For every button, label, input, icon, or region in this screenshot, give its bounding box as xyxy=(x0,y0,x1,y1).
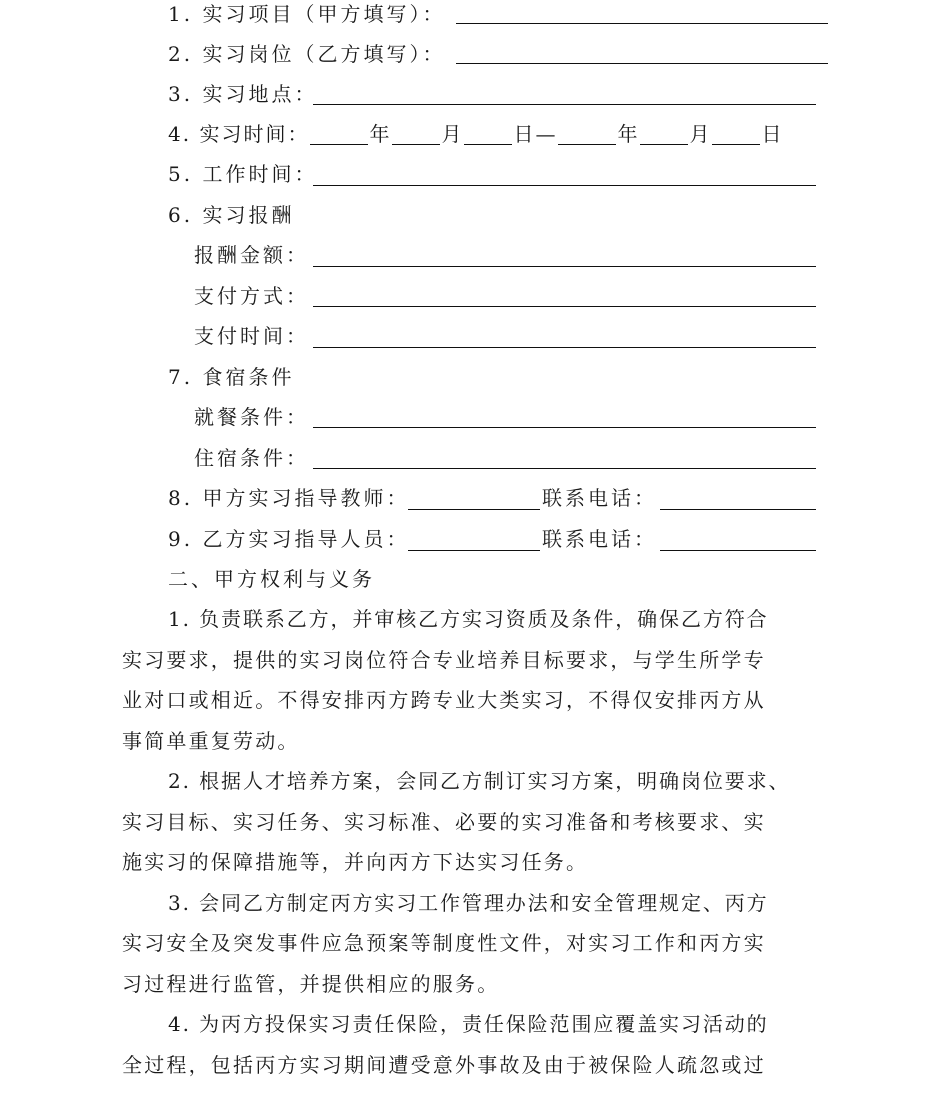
end-day-input[interactable] xyxy=(712,122,760,145)
field-supervisor-phone-label: 联系电话： xyxy=(542,527,657,551)
field-pay-title: 6. 实习报酬 xyxy=(168,203,295,227)
field-position-input[interactable] xyxy=(456,63,828,64)
end-year-unit: 年 xyxy=(617,122,640,146)
end-year-input[interactable] xyxy=(558,122,616,145)
paragraph-4-line: 全过程，包括丙方实习期间遭受意外事故及由于被保险人疏忽或过 xyxy=(122,1053,766,1077)
start-day-unit: 日— xyxy=(513,122,558,146)
field-supervisor-label: 9. 乙方实习指导人员： xyxy=(168,527,410,551)
field-teacher-label: 8. 甲方实习指导教师： xyxy=(168,486,410,510)
field-pay-time-input[interactable] xyxy=(313,347,816,348)
field-meals-input[interactable] xyxy=(313,427,816,428)
paragraph-3-line: 3. 会同乙方制定丙方实习工作管理办法和安全管理规定、丙方 xyxy=(168,891,769,915)
field-pay-method-input[interactable] xyxy=(313,306,816,307)
start-month-unit: 月 xyxy=(441,122,464,146)
field-period-label: 4. 实习时间： xyxy=(168,122,310,146)
field-project-label: 1. 实习项目（甲方填写）： xyxy=(168,2,446,26)
field-location-label: 3. 实习地点： xyxy=(168,82,318,106)
field-project-input[interactable] xyxy=(456,23,828,24)
section-heading: 二、甲方权利与义务 xyxy=(168,567,375,591)
end-month-unit: 月 xyxy=(689,122,712,146)
field-position-label: 2. 实习岗位（乙方填写）： xyxy=(168,42,446,66)
field-meals-label: 就餐条件： xyxy=(194,405,309,429)
field-pay-amount-label: 报酬金额： xyxy=(194,243,309,267)
field-lodging-input[interactable] xyxy=(313,468,816,469)
start-year-input[interactable] xyxy=(310,122,368,145)
paragraph-4-line: 4. 为丙方投保实习责任保险，责任保险范围应覆盖实习活动的 xyxy=(168,1012,769,1036)
end-month-input[interactable] xyxy=(640,122,688,145)
start-year-unit: 年 xyxy=(369,122,392,146)
paragraph-1-line: 事简单重复劳动。 xyxy=(122,729,300,753)
field-pay-amount-input[interactable] xyxy=(313,266,816,267)
field-location-input[interactable] xyxy=(313,104,816,105)
field-teacher-input[interactable] xyxy=(408,509,540,510)
field-period xyxy=(168,114,783,154)
start-month-input[interactable] xyxy=(392,122,440,145)
field-teacher-phone-label: 联系电话： xyxy=(542,486,657,510)
field-worktime-input[interactable] xyxy=(313,185,816,186)
field-supervisor-input[interactable] xyxy=(408,550,540,551)
paragraph-2-line: 2. 根据人才培养方案，会同乙方制订实习方案，明确岗位要求、 xyxy=(168,769,791,793)
field-teacher-phone-input[interactable] xyxy=(660,509,816,510)
field-board-title: 7. 食宿条件 xyxy=(168,365,295,389)
paragraph-3-line: 实习安全及突发事件应急预案等制度性文件，对实习工作和丙方实 xyxy=(122,931,766,955)
paragraph-1-line: 1. 负责联系乙方，并审核乙方实习资质及条件，确保乙方符合 xyxy=(168,607,769,631)
paragraph-2-line: 施实习的保障措施等，并向丙方下达实习任务。 xyxy=(122,850,589,874)
paragraph-1-line: 实习要求，提供的实习岗位符合专业培养目标要求，与学生所学专 xyxy=(122,648,766,672)
paragraph-3-line: 习过程进行监管，并提供相应的服务。 xyxy=(122,972,500,996)
field-pay-method-label: 支付方式： xyxy=(194,284,309,308)
paragraph-2-line: 实习目标、实习任务、实习标准、必要的实习准备和考核要求、实 xyxy=(122,810,766,834)
end-day-unit: 日 xyxy=(761,122,784,146)
paragraph-1-line: 业对口或相近。不得安排丙方跨专业大类实习，不得仅安排丙方从 xyxy=(122,688,766,712)
start-day-input[interactable] xyxy=(464,122,512,145)
field-supervisor-phone-input[interactable] xyxy=(660,550,816,551)
field-lodging-label: 住宿条件： xyxy=(194,446,309,470)
field-worktime-label: 5. 工作时间： xyxy=(168,162,318,186)
field-pay-time-label: 支付时间： xyxy=(194,324,309,348)
